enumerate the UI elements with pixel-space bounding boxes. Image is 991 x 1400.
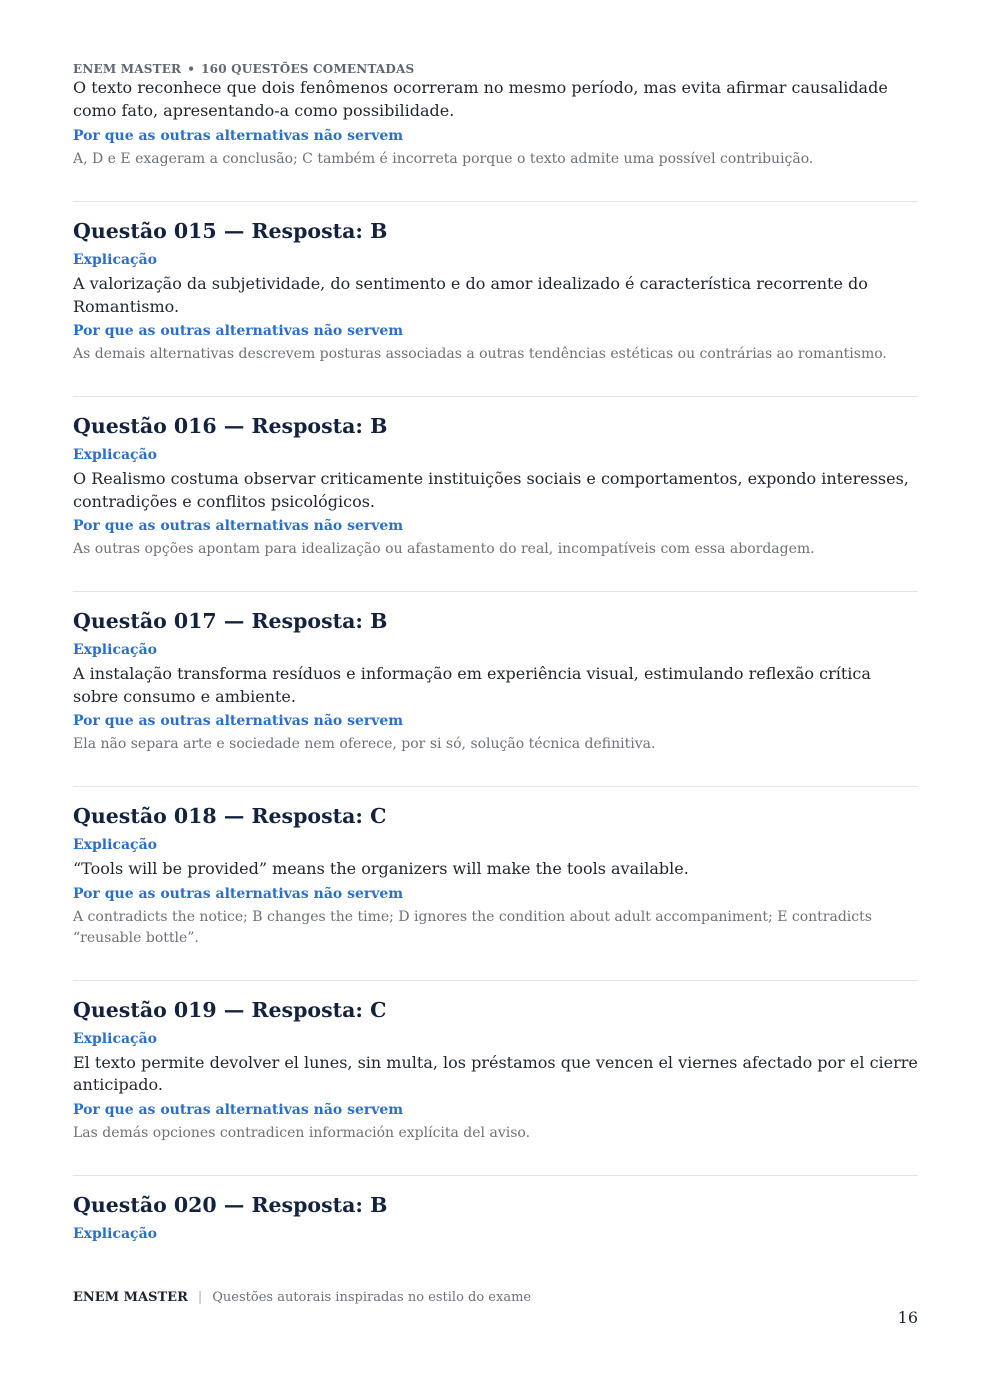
why-others-text: A contradicts the notice; B changes the time; D ignores the condition about adult accompaniment; E contradicts “reusable bottle”. bbox=[73, 908, 872, 946]
question-block bbox=[73, 996, 918, 1144]
why-others-text: Ela não separa arte e sociedade nem oferece, por si só, solução técnica definitiva. bbox=[73, 736, 656, 752]
question-title: Questão 018 — Resposta: C bbox=[73, 804, 387, 828]
running-header bbox=[73, 62, 414, 76]
why-others-label: Por que as outras alternativas não servem bbox=[73, 885, 404, 902]
question-block bbox=[73, 802, 918, 949]
question-title: Questão 016 — Resposta: B bbox=[73, 414, 388, 438]
question-title: Questão 017 — Resposta: B bbox=[73, 609, 388, 633]
explanation-text: A valorização da subjetividade, do sentimento e do amor idealizado é característica recorrente do Romantismo. bbox=[73, 274, 868, 316]
divider bbox=[73, 591, 918, 592]
explanation-label: Explicação bbox=[73, 1225, 157, 1242]
footer-brand: ENEM MASTER bbox=[73, 1290, 188, 1305]
question-block bbox=[73, 217, 918, 365]
why-others-text: As outras opções apontam para idealização ou afastamento do real, incompatíveis com essa abordagem. bbox=[73, 541, 815, 557]
question-block bbox=[73, 607, 918, 755]
page-number: 16 bbox=[897, 1308, 918, 1327]
explanation-label: Explicação bbox=[73, 642, 157, 658]
intro-explanation-text: O texto reconhece que dois fenômenos ocorreram no mesmo período, mas evita afirmar causalidade como fato, apresentando-a como possibilidade. bbox=[73, 78, 888, 120]
explanation-label: Explicação bbox=[73, 837, 157, 853]
explanation-label: Explicação bbox=[73, 252, 157, 268]
divider bbox=[73, 786, 918, 787]
footer-tagline: Questões autorais inspiradas no estilo do exame bbox=[212, 1290, 532, 1305]
why-others-text: As demais alternativas descrevem posturas associadas a outras tendências estéticas ou contrárias ao romantismo. bbox=[73, 346, 887, 362]
question-block bbox=[73, 1191, 918, 1244]
why-others-label: Por que as outras alternativas não servem bbox=[73, 518, 404, 534]
footer-separator: | bbox=[197, 1290, 203, 1305]
divider bbox=[73, 201, 918, 202]
page-content bbox=[73, 77, 918, 1244]
explanation-text: A instalação transforma resíduos e informação em experiência visual, estimulando reflexão crítica sobre consumo e ambiente. bbox=[73, 664, 871, 706]
explanation-text: “Tools will be provided” means the organizers will make the tools available. bbox=[73, 859, 689, 878]
question-title: Questão 015 — Resposta: B bbox=[73, 219, 388, 243]
question-title: Questão 020 — Resposta: B bbox=[73, 1192, 388, 1217]
divider bbox=[73, 396, 918, 397]
divider bbox=[73, 980, 918, 981]
divider bbox=[73, 1175, 918, 1176]
explanation-text: O Realismo costuma observar criticamente instituições sociais e comportamentos, expondo interesses, contradições e conflitos psicológicos. bbox=[73, 469, 909, 511]
header-subtitle: 160 QUESTÕES COMENTADAS bbox=[201, 62, 415, 76]
page-footer bbox=[73, 1290, 531, 1305]
explanation-label: Explicação bbox=[73, 447, 157, 463]
explanation-label: Explicação bbox=[73, 1030, 157, 1047]
question-block bbox=[73, 412, 918, 560]
header-brand: ENEM MASTER bbox=[73, 62, 182, 76]
why-others-text: Las demás opciones contradicen información explícita del aviso. bbox=[73, 1124, 531, 1141]
why-others-label: Por que as outras alternativas não servem bbox=[73, 323, 404, 339]
question-title: Questão 019 — Resposta: C bbox=[73, 997, 387, 1022]
header-separator: • bbox=[187, 62, 196, 76]
intro-why-text: A, D e E exageram a conclusão; C também é incorreta porque o texto admite uma possível contribuição. bbox=[73, 151, 814, 167]
intro-why-label: Por que as outras alternativas não servem bbox=[73, 128, 404, 144]
explanation-text: El texto permite devolver el lunes, sin multa, los préstamos que vencen el viernes afectado por el cierre anticipado. bbox=[73, 1052, 918, 1094]
why-others-label: Por que as outras alternativas não servem bbox=[73, 713, 404, 729]
why-others-label: Por que as outras alternativas não servem bbox=[73, 1101, 404, 1118]
